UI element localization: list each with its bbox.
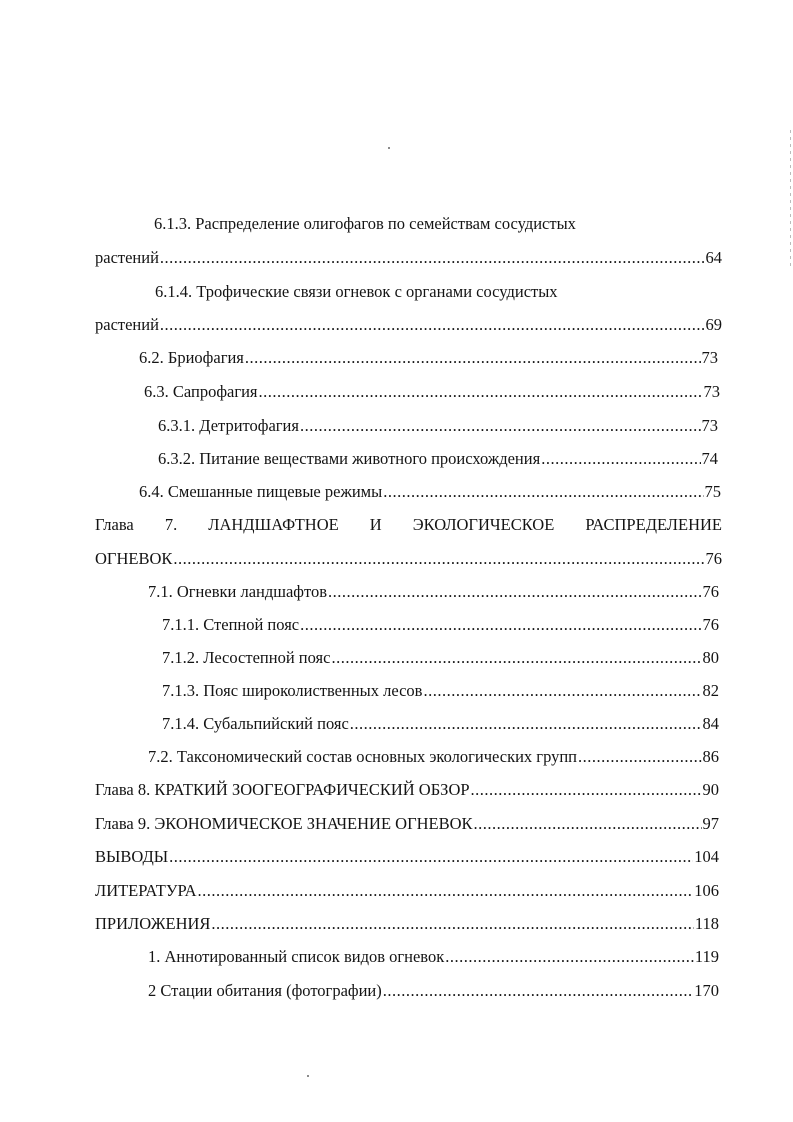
- toc-page-number: 84: [702, 714, 719, 733]
- toc-entry-text: ОГНЕВОК: [95, 549, 173, 568]
- toc-page-number: 80: [702, 648, 719, 667]
- toc-entry-text: Глава 9. ЭКОНОМИЧЕСКОЕ ЗНАЧЕНИЕ ОГНЕВОК: [95, 814, 473, 833]
- toc-entry-text: 7.1.3. Пояс широколиственных лесов: [162, 681, 423, 700]
- toc-entry-7-1-2[interactable]: [162, 646, 719, 670]
- dot-leader: [245, 346, 701, 370]
- dot-leader: [160, 246, 705, 270]
- toc-page-number: 170: [694, 981, 719, 1000]
- toc-page-number: 104: [694, 847, 719, 866]
- toc-page-number: 73: [703, 382, 720, 401]
- toc-page-number: 118: [694, 914, 719, 933]
- toc-page-number: 90: [702, 780, 719, 799]
- toc-entry-text: 6.1.4. Трофические связи огневок с органами сосудистых: [155, 282, 558, 301]
- toc-entry-text: 7.2. Таксономический состав основных экологических групп: [148, 747, 578, 766]
- toc-entry-6-1-4[interactable]: [95, 313, 722, 337]
- toc-entry-7-2[interactable]: [148, 745, 719, 769]
- dot-leader: [160, 313, 705, 337]
- toc-entry-text: 7.1.2. Лесостепной пояс: [162, 648, 331, 667]
- toc-entry-6-3-1[interactable]: [158, 414, 718, 438]
- toc-page-number: 106: [694, 881, 719, 900]
- toc-page-number: 74: [701, 449, 718, 468]
- toc-entry-7-1-3[interactable]: [162, 679, 719, 703]
- toc-entry-6-4[interactable]: [139, 480, 721, 504]
- toc-page-number: 73: [701, 348, 718, 367]
- dot-leader: [474, 812, 702, 836]
- dot-leader: [331, 646, 701, 670]
- toc-entry-appendix-1[interactable]: [148, 945, 719, 969]
- toc-entry-6-2[interactable]: [139, 346, 718, 370]
- toc-entry-text: 6.4. Смешанные пищевые режимы: [139, 482, 383, 501]
- toc-entry-6-3-2[interactable]: [158, 447, 718, 471]
- toc-entry-text: 6.1.3. Распределение олигофагов по семействам сосудистых: [154, 214, 576, 233]
- toc-entry-chapter-7[interactable]: [95, 547, 722, 571]
- toc-entry-chapter-9[interactable]: [95, 812, 719, 836]
- toc-entry-text: Глава 8. КРАТКИЙ ЗООГЕОГРАФИЧЕСКИЙ ОБЗОР: [95, 780, 470, 799]
- dot-leader: [383, 480, 703, 504]
- toc-page-number: 119: [694, 947, 719, 966]
- toc-page-number: 82: [702, 681, 719, 700]
- dot-leader: [383, 979, 694, 1003]
- dot-leader: [423, 679, 701, 703]
- toc-page-number: 73: [701, 416, 718, 435]
- toc-entry-chapter-7-heading: [95, 513, 722, 537]
- toc-entry-chapter-8[interactable]: [95, 778, 719, 802]
- dot-leader: [211, 912, 693, 936]
- dot-leader: [471, 778, 702, 802]
- toc-entry-literature[interactable]: [95, 879, 719, 903]
- toc-page-number: 76: [705, 549, 722, 568]
- dot-leader: [173, 547, 704, 571]
- toc-entry-text: 1. Аннотированный список видов огневок: [148, 947, 445, 966]
- toc-entry-text: 6.3.1. Детритофагия: [158, 416, 299, 435]
- toc-entry-6-1-3-heading: [154, 212, 674, 236]
- toc-page-number: 69: [705, 315, 722, 334]
- dot-leader: [300, 613, 701, 637]
- toc-entry-conclusions[interactable]: [95, 845, 719, 869]
- toc-page-number: 76: [702, 582, 719, 601]
- scan-speck: [388, 147, 390, 149]
- dot-leader: [350, 712, 702, 736]
- toc-entry-text: ЛИТЕРАТУРА: [95, 881, 197, 900]
- toc-entry-text: Глава 7. ЛАНДШАФТНОЕ И ЭКОЛОГИЧЕСКОЕ РАСПРЕДЕЛЕНИЕ: [95, 515, 722, 534]
- toc-page-number: 86: [702, 747, 719, 766]
- dot-leader: [445, 945, 694, 969]
- toc-entry-text: 6.3.2. Питание веществами животного происхождения: [158, 449, 541, 468]
- toc-entry-text: 7.1. Огневки ландшафтов: [148, 582, 328, 601]
- dot-leader: [578, 745, 701, 769]
- scan-edge-mark: [790, 130, 791, 270]
- toc-entry-text: 6.3. Сапрофагия: [144, 382, 258, 401]
- toc-entry-6-3[interactable]: [144, 380, 720, 404]
- toc-page-number: 76: [702, 615, 719, 634]
- toc-entry-text: 2 Стации обитания (фотографии): [148, 981, 382, 1000]
- toc-entry-text: растений: [95, 315, 159, 334]
- toc-entry-7-1-1[interactable]: [162, 613, 719, 637]
- toc-entry-text: 6.2. Бриофагия: [139, 348, 244, 367]
- toc-entry-appendices[interactable]: [95, 912, 719, 936]
- toc-page-number: 75: [704, 482, 721, 501]
- dot-leader: [169, 845, 693, 869]
- toc-entry-text: растений: [95, 248, 159, 267]
- toc-entry-text: 7.1.1. Степной пояс: [162, 615, 300, 634]
- dot-leader: [259, 380, 703, 404]
- scan-speck: [307, 1075, 309, 1077]
- toc-entry-text: 7.1.4. Субальпийский пояс: [162, 714, 349, 733]
- toc-entry-text: ВЫВОДЫ: [95, 847, 169, 866]
- dot-leader: [328, 580, 701, 604]
- dot-leader: [541, 447, 700, 471]
- toc-entry-6-1-4-heading: [155, 280, 675, 304]
- toc-entry-6-1-3[interactable]: [95, 246, 722, 270]
- toc-entry-text: ПРИЛОЖЕНИЯ: [95, 914, 211, 933]
- toc-entry-7-1[interactable]: [148, 580, 719, 604]
- toc-entry-7-1-4[interactable]: [162, 712, 719, 736]
- toc-page-number: 97: [702, 814, 719, 833]
- dot-leader: [300, 414, 701, 438]
- dot-leader: [198, 879, 694, 903]
- toc-entry-appendix-2[interactable]: [148, 979, 719, 1003]
- toc-page-number: 64: [705, 248, 722, 267]
